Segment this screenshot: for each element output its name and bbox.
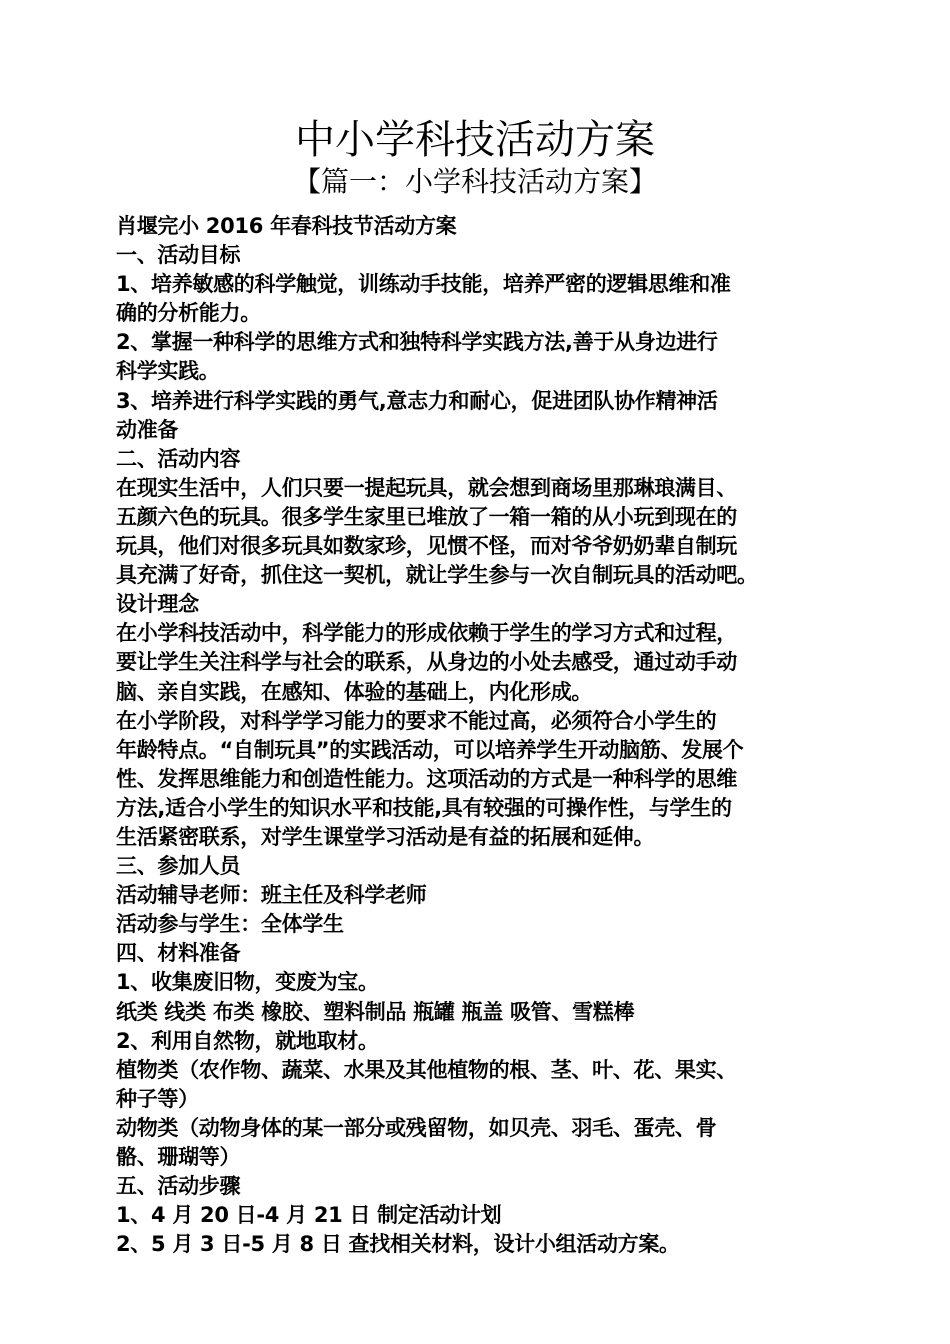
document-body (116, 212, 846, 1259)
text-line: 2、5 月 3 日-5 月 8 日 查找相关材料，设计小组活动方案。 (116, 1232, 680, 1257)
text-line: 确的分析能力。 (116, 301, 261, 326)
text-line: 玩具，他们对很多玩具如数家珍，见惯不怪，而对爷爷奶奶辈自制玩 (116, 534, 737, 559)
text-line: 性、发挥思维能力和创造性能力。这项活动的方式是一种科学的思维 (116, 766, 737, 791)
text-line: 五颜六色的玩具。很多学生家里已堆放了一箱一箱的从小玩到现在的 (116, 504, 737, 529)
text-line: 在现实生活中，人们只要一提起玩具，就会想到商场里那琳琅满目、 (116, 475, 737, 500)
text-line: 1、4 月 20 日-4 月 21 日 制定活动计划 (116, 1203, 502, 1228)
text-line: 2、掌握一种科学的思维方式和独特科学实践方法,善于从身边进行 (116, 330, 718, 355)
text-line: 设计理念 (116, 592, 199, 617)
document-title: 中小学科技活动方案 (295, 117, 655, 163)
text-line: 科学实践。 (116, 359, 220, 384)
text-line: 纸类 线类 布类 橡胶、塑料制品 瓶罐 瓶盖 吸管、雪糕棒 (116, 999, 635, 1024)
text-line: 年龄特点。“自制玩具”的实践活动，可以培养学生开动脑筋、发展个 (116, 737, 744, 762)
text-line: 2、利用自然物，就地取材。 (116, 1028, 379, 1053)
text-line: 四、材料准备 (116, 941, 241, 966)
text-line: 在小学阶段，对科学学习能力的要求不能过高，必须符合小学生的 (116, 708, 717, 733)
text-line: 要让学生关注科学与社会的联系，从身边的小处去感受，通过动手动 (116, 650, 737, 675)
text-line: 具充满了好奇，抓住这一契机，就让学生参与一次自制玩具的活动吧。 (116, 563, 758, 588)
text-line: 二、活动内容 (116, 446, 241, 471)
document-subtitle: 【篇一：小学科技活动方案】 (292, 165, 657, 198)
text-line: 三、参加人员 (116, 854, 241, 879)
text-line: 骼、珊瑚等） (116, 1145, 241, 1169)
text-line: 植物类（农作物、蔬菜、水果及其他植物的根、茎、叶、花、果实、 (116, 1057, 737, 1082)
text-line: 活动参与学生：全体学生 (116, 912, 344, 937)
text-line: 种子等） (116, 1086, 199, 1111)
text-line: 一、活动目标 (116, 243, 241, 268)
text-line: 动物类（动物身体的某一部分或残留物，如贝壳、羽毛、蛋壳、骨 (116, 1115, 717, 1140)
text-line: 动准备 (116, 417, 179, 442)
text-line: 脑、亲自实践，在感知、体验的基础上，内化形成。 (116, 679, 593, 704)
text-line: 3、培养进行科学实践的勇气,意志力和耐心，促进团队协作精神活 (116, 388, 718, 413)
text-line: 五、活动步骤 (116, 1174, 241, 1199)
text-line: 肖堰完小 2016 年春科技节活动方案 (116, 214, 457, 238)
text-line: 生活紧密联系，对学生课堂学习活动是有益的拓展和延伸。 (116, 824, 655, 849)
text-line: 1、收集废旧物，变废为宝。 (116, 970, 379, 995)
text-line: 1、培养敏感的科学触觉，训练动手技能，培养严密的逻辑思维和准 (116, 272, 731, 297)
text-line: 在小学科技活动中，科学能力的形成依赖于学生的学习方式和过程， (116, 621, 737, 646)
text-line: 方法,适合小学生的知识水平和技能,具有较强的可操作性，与学生的 (116, 795, 732, 820)
text-line: 活动辅导老师：班主任及科学老师 (116, 883, 427, 908)
